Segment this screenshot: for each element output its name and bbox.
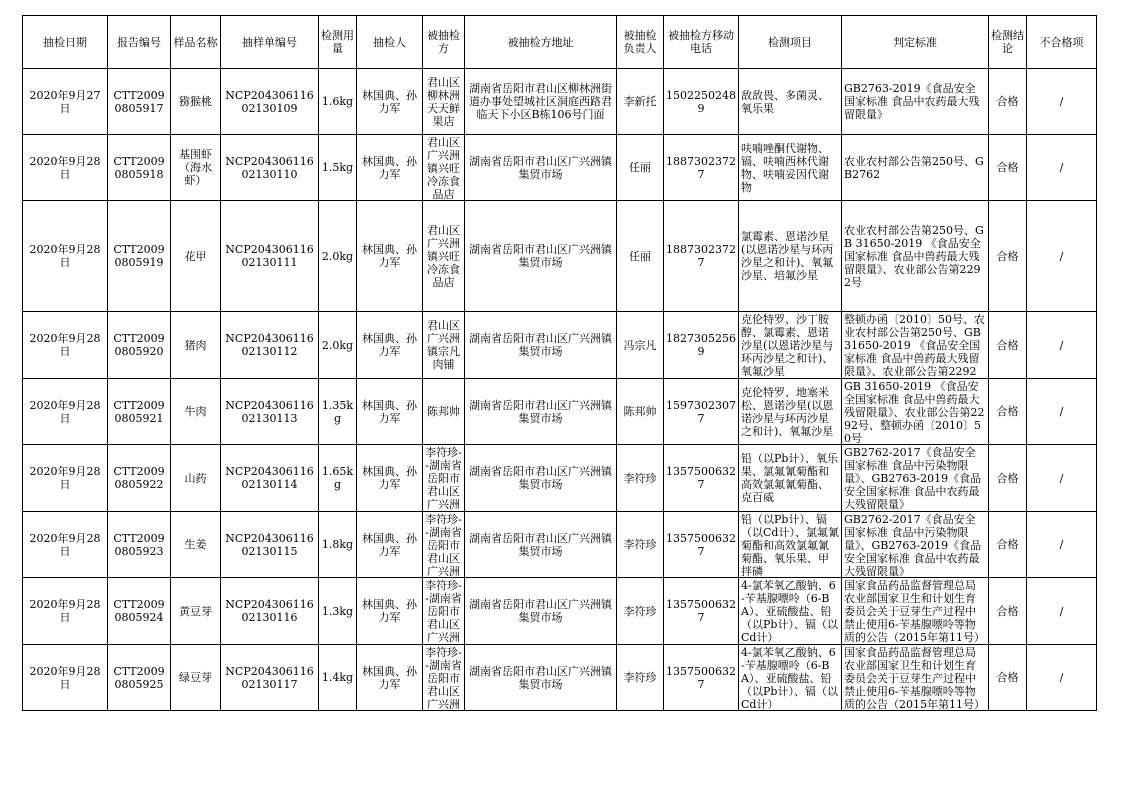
inspectors-cell: [357, 312, 423, 379]
inspectors-cell: [357, 645, 423, 711]
party-cell: [423, 69, 465, 135]
person-cell: [617, 445, 664, 512]
party-cell-text: 李符珍--湖南省岳阳市君山区广兴洲: [425, 513, 462, 576]
date-cell-text: 2020年9月28日: [29, 332, 101, 358]
phone-cell-text: 15022502489: [666, 88, 736, 115]
result-cell: [989, 578, 1027, 645]
inspectors-cell-text: 林国典、孙力军: [362, 664, 417, 691]
address-cell: [465, 312, 617, 379]
items-cell: [739, 135, 842, 201]
items-cell: [739, 201, 842, 312]
items-cell-text: 氯霉素、恩诺沙星(以恩诺沙星与环丙沙星之和计)、氧氟沙星、培氟沙星: [741, 230, 834, 282]
report-no-cell: [108, 135, 171, 201]
standard-cell-text: GB 31650-2019 《食品安全国家标准 食品中兽药最大残留限量》、农业部公告第2292号、整顿办函〔2010〕50号: [844, 380, 985, 443]
address-cell-text: 湖南省岳阳市君山区广兴洲镇集贸市场: [469, 398, 612, 425]
items-cell-text: 铅（以Pb计）、氧乐果、氯氟氰菊酯和高效氯氟氰菊酯、克百威: [741, 452, 838, 504]
result-cell-text: 合格: [996, 538, 1019, 551]
address-cell-text: 湖南省岳阳市君山区广兴洲镇集贸市场: [469, 664, 612, 691]
sheet-no-cell-text: NCP20430611602130117: [225, 664, 314, 691]
phone-cell-text: 13575006327: [666, 531, 736, 558]
party-cell-text: 陈邦帅: [427, 405, 460, 418]
header-date: 抽检日期: [23, 16, 108, 69]
phone-cell-text: 18273052569: [666, 332, 736, 358]
fail-cell-text: /: [1059, 338, 1064, 352]
standard-cell-text: GB2762-2017《食品安全国家标准 食品中污染物限量》、GB2763-2019《食品安全国家标准 食品中农药最大残留限量》: [844, 513, 982, 576]
phone-cell-text: 13575006327: [666, 465, 736, 491]
items-cell-text: 克伦特罗、沙丁胺醇、氯霉素、恩诺沙星(以恩诺沙星与环丙沙星之和计)、氧氟沙星: [741, 313, 834, 377]
result-cell-text: 合格: [996, 604, 1019, 618]
table-row: [23, 645, 1097, 711]
header-standard: 判定标准: [842, 16, 989, 69]
inspectors-cell: [357, 578, 423, 645]
party-cell: [423, 445, 465, 512]
table-row: [23, 445, 1097, 512]
result-cell: [989, 135, 1027, 201]
address-cell: [465, 201, 617, 312]
standard-cell-text: 国家食品药品监督管理总局农业部国家卫生和计划生育委员会关于豆芽生产过程中禁止使用6-苄基腺嘌呤等物质的公告（2015年第11号）: [844, 579, 985, 643]
party-cell-text: 李符珍--湖南省岳阳市君山区广兴洲: [425, 446, 462, 510]
person-cell: [617, 645, 664, 711]
address-cell: [465, 512, 617, 578]
items-cell: [739, 512, 842, 578]
report-no-cell: [108, 201, 171, 312]
person-cell-text: 李符珍: [623, 538, 657, 551]
sheet-no-cell: [221, 512, 319, 578]
inspectors-cell-text: 林国典、孙力军: [362, 154, 417, 181]
table-row: [23, 578, 1097, 645]
sample-name-cell: [171, 445, 221, 512]
party-cell: [423, 312, 465, 379]
table-row: [23, 201, 1097, 312]
sheet-no-cell: [221, 135, 319, 201]
items-cell: [739, 445, 842, 512]
items-cell: [739, 69, 842, 135]
sheet-no-cell-text: NCP20430611602130111: [225, 243, 314, 269]
sample-name-cell: [171, 645, 221, 711]
fail-cell-text: /: [1059, 538, 1064, 551]
sheet-no-cell-text: NCP20430611602130114: [225, 465, 314, 491]
date-cell: [23, 445, 108, 512]
date-cell-text: 2020年9月28日: [29, 243, 101, 269]
party-cell-text: 君山区柳林洲天天鲜果店: [427, 75, 460, 128]
report-no-cell-text: CTT20090805922: [113, 465, 165, 491]
fail-cell-text: /: [1059, 249, 1064, 263]
report-no-cell: [108, 645, 171, 711]
header-address: 被抽检方地址: [465, 16, 617, 69]
header-row: [23, 16, 1097, 69]
amount-cell: [319, 312, 357, 379]
sample-name-cell-text: 牛肉: [184, 405, 207, 418]
result-cell-text: 合格: [996, 338, 1019, 352]
party-cell: [423, 201, 465, 312]
address-cell-text: 湖南省岳阳市君山区广兴洲镇集贸市场: [469, 154, 612, 181]
party-cell-text: 李符珍--湖南省岳阳市君山区广兴洲: [425, 579, 462, 643]
items-cell-text: 敌敌畏、多菌灵、氧乐果: [741, 88, 829, 115]
phone-cell: [664, 379, 739, 445]
person-cell: [617, 312, 664, 379]
phone-cell: [664, 312, 739, 379]
header-amount: 检测用量: [319, 16, 357, 69]
report-no-cell: [108, 379, 171, 445]
amount-cell-text: 2.0kg: [321, 338, 354, 352]
inspectors-cell-text: 林国典、孙力军: [362, 332, 417, 358]
standard-cell: [842, 379, 989, 445]
sheet-no-cell-text: NCP20430611602130113: [225, 398, 314, 425]
date-cell-text: 2020年9月28日: [29, 465, 101, 491]
inspectors-cell-text: 林国典、孙力军: [362, 598, 417, 624]
report-no-cell: [108, 312, 171, 379]
sheet-no-cell: [221, 379, 319, 445]
amount-cell: [319, 135, 357, 201]
fail-cell-text: /: [1059, 604, 1064, 618]
header-fail: 不合格项: [1027, 16, 1097, 69]
result-cell-text: 合格: [996, 405, 1019, 418]
amount-cell: [319, 645, 357, 711]
header-person: 被抽检负责人: [617, 16, 664, 69]
amount-cell: [319, 379, 357, 445]
party-cell: [423, 645, 465, 711]
sample-name-cell-text: 猪肉: [184, 338, 207, 352]
sheet-no-cell: [221, 445, 319, 512]
fail-cell: [1027, 445, 1097, 512]
address-cell: [465, 135, 617, 201]
sample-name-cell: [171, 69, 221, 135]
party-cell: [423, 512, 465, 578]
sheet-no-cell: [221, 578, 319, 645]
standard-cell-text: 整顿办函〔2010〕50号、农业农村部公告第250号、GB 31650-2019 《食品安全国家标准 食品中兽药最大残留限量》、农业部公告第2292: [844, 313, 985, 377]
person-cell-text: 李符珍: [623, 671, 657, 684]
phone-cell: [664, 512, 739, 578]
sample-name-cell-text: 生姜: [184, 538, 207, 551]
sample-name-cell-text: 黄豆芽: [179, 604, 212, 618]
person-cell: [617, 69, 664, 135]
inspectors-cell: [357, 445, 423, 512]
person-cell-text: 李符珍: [623, 604, 657, 618]
address-cell-text: 湖南省岳阳市君山区广兴洲镇集贸市场: [469, 243, 612, 269]
inspection-table: [22, 15, 1097, 711]
header-items: 检测项目: [739, 16, 842, 69]
table-row: [23, 512, 1097, 578]
amount-cell: [319, 201, 357, 312]
sheet-no-cell: [221, 645, 319, 711]
fail-cell: [1027, 312, 1097, 379]
result-cell: [989, 201, 1027, 312]
result-cell-text: 合格: [996, 249, 1019, 263]
sample-name-cell-text: 山药: [184, 471, 207, 485]
inspectors-cell: [357, 512, 423, 578]
sample-name-cell: [171, 135, 221, 201]
amount-cell: [319, 69, 357, 135]
items-cell-text: 克伦特罗、地塞米松、恩诺沙星(以恩诺沙星与环丙沙星之和计)、氧氟沙星: [741, 385, 834, 438]
result-cell-text: 合格: [996, 471, 1019, 485]
sample-name-cell: [171, 379, 221, 445]
sample-name-cell-text: 基围虾（海水虾）: [179, 148, 212, 187]
date-cell: [23, 512, 108, 578]
address-cell-text: 湖南省岳阳市君山区广兴洲镇集贸市场: [469, 465, 612, 491]
phone-cell: [664, 69, 739, 135]
person-cell-text: 任丽: [629, 161, 651, 174]
party-cell: [423, 135, 465, 201]
standard-cell-text: GB2762-2017《食品安全国家标准 食品中污染物限量》、GB2763-2019《食品安全国家标准 食品中农药最大残留限量》: [844, 446, 982, 510]
person-cell: [617, 379, 664, 445]
sample-name-cell: [171, 312, 221, 379]
person-cell-text: 冯宗凡: [623, 338, 657, 352]
fail-cell-text: /: [1059, 471, 1064, 485]
result-cell: [989, 645, 1027, 711]
amount-cell-text: 1.3kg: [321, 604, 354, 618]
date-cell: [23, 379, 108, 445]
standard-cell-text: 国家食品药品监督管理总局农业部国家卫生和计划生育委员会关于豆芽生产过程中禁止使用6-苄基腺嘌呤等物质的公告（2015年第11号）: [844, 646, 985, 709]
items-cell: [739, 379, 842, 445]
report-no-cell-text: CTT20090805917: [113, 88, 165, 115]
result-cell: [989, 312, 1027, 379]
phone-cell-text: 18873023727: [666, 154, 736, 181]
standard-cell: [842, 445, 989, 512]
fail-cell: [1027, 578, 1097, 645]
sheet-no-cell: [221, 201, 319, 312]
sheet-no-cell-text: NCP20430611602130112: [225, 332, 314, 358]
amount-cell-text: 2.0kg: [321, 249, 354, 263]
fail-cell: [1027, 201, 1097, 312]
amount-cell-text: 1.6kg: [321, 95, 354, 108]
date-cell-text: 2020年9月28日: [29, 398, 101, 425]
sample-name-cell-text: 花甲: [184, 249, 207, 263]
inspectors-cell: [357, 69, 423, 135]
sample-name-cell: [171, 201, 221, 312]
phone-cell: [664, 645, 739, 711]
sample-name-cell-text: 绿豆芽: [179, 671, 212, 684]
person-cell: [617, 512, 664, 578]
sheet-no-cell-text: NCP20430611602130110: [225, 154, 314, 181]
date-cell: [23, 201, 108, 312]
party-cell: [423, 379, 465, 445]
report-no-cell-text: CTT20090805924: [113, 598, 165, 624]
inspectors-cell-text: 林国典、孙力军: [362, 398, 417, 425]
standard-cell: [842, 135, 989, 201]
report-no-cell: [108, 512, 171, 578]
fail-cell: [1027, 512, 1097, 578]
report-no-cell-text: CTT20090805919: [113, 243, 165, 269]
sample-name-cell: [171, 578, 221, 645]
person-cell: [617, 135, 664, 201]
header-inspectors: 抽检人: [357, 16, 423, 69]
person-cell: [617, 201, 664, 312]
fail-cell: [1027, 69, 1097, 135]
date-cell: [23, 135, 108, 201]
inspectors-cell: [357, 201, 423, 312]
result-cell: [989, 512, 1027, 578]
report-no-cell: [108, 578, 171, 645]
standard-cell: [842, 312, 989, 379]
report-no-cell-text: CTT20090805921: [113, 398, 165, 425]
table-row: [23, 379, 1097, 445]
address-cell: [465, 379, 617, 445]
phone-cell-text: 18873023727: [666, 243, 736, 269]
standard-cell-text: 农业农村部公告第250号、GB 31650-2019 《食品安全国家标准 食品中兽药最大残留限量》、农业部公告第2292号: [844, 223, 984, 289]
person-cell-text: 任丽: [629, 249, 651, 263]
fail-cell: [1027, 135, 1097, 201]
amount-cell: [319, 512, 357, 578]
phone-cell: [664, 135, 739, 201]
items-cell-text: 4-氯苯氧乙酸钠、6-苄基腺嘌呤（6-BA）、亚硫酸盐、铅（以Pb计）、镉（以Cd计）: [741, 646, 838, 709]
amount-cell: [319, 578, 357, 645]
person-cell-text: 陈邦帅: [623, 405, 657, 418]
date-cell-text: 2020年9月28日: [29, 154, 101, 181]
sheet-no-cell: [221, 69, 319, 135]
inspectors-cell-text: 林国典、孙力军: [362, 88, 417, 115]
inspectors-cell-text: 林国典、孙力军: [362, 531, 417, 558]
address-cell: [465, 645, 617, 711]
phone-cell-text: 15973023077: [666, 398, 736, 425]
fail-cell-text: /: [1059, 95, 1064, 108]
report-no-cell-text: CTT20090805918: [113, 154, 165, 181]
standard-cell: [842, 69, 989, 135]
sheet-no-cell-text: NCP20430611602130116: [225, 598, 314, 624]
sample-name-cell: [171, 512, 221, 578]
sample-name-cell-text: 猕猴桃: [179, 95, 212, 108]
party-cell: [423, 578, 465, 645]
table-row: [23, 312, 1097, 379]
result-cell-text: 合格: [996, 671, 1019, 684]
date-cell-text: 2020年9月27日: [29, 88, 101, 115]
inspectors-cell-text: 林国典、孙力军: [362, 243, 417, 269]
report-no-cell-text: CTT20090805923: [113, 531, 165, 558]
person-cell: [617, 578, 664, 645]
party-cell-text: 李符珍--湖南省岳阳市君山区广兴洲: [425, 646, 462, 709]
person-cell-text: 李新托: [623, 95, 657, 108]
report-no-cell: [108, 69, 171, 135]
address-cell-text: 湖南省岳阳市君山区柳林洲街道办事处望城社区洞庭西路君临天下小区B栋106号门面: [469, 82, 612, 121]
address-cell-text: 湖南省岳阳市君山区广兴洲镇集贸市场: [469, 332, 612, 358]
address-cell-text: 湖南省岳阳市君山区广兴洲镇集贸市场: [469, 598, 612, 624]
table-row: [23, 135, 1097, 201]
header-party: 被抽检方: [423, 16, 465, 69]
inspectors-cell: [357, 135, 423, 201]
result-cell: [989, 69, 1027, 135]
header-sample-name: 样品名称: [171, 16, 221, 69]
inspectors-cell: [357, 379, 423, 445]
report-no-cell-text: CTT20090805920: [113, 332, 165, 358]
phone-cell: [664, 445, 739, 512]
sheet-no-cell-text: NCP20430611602130109: [225, 88, 314, 115]
header-phone: 被抽检方移动电话: [664, 16, 739, 69]
date-cell-text: 2020年9月28日: [29, 664, 101, 691]
table-row: [23, 69, 1097, 135]
standard-cell-text: 农业农村部公告第250号、GB2762: [844, 154, 984, 181]
address-cell-text: 湖南省岳阳市君山区广兴洲镇集贸市场: [469, 531, 612, 558]
standard-cell: [842, 201, 989, 312]
header-report-no: 报告编号: [108, 16, 171, 69]
report-no-cell: [108, 445, 171, 512]
items-cell-text: 4-氯苯氧乙酸钠、6-苄基腺嘌呤（6-BA）、亚硫酸盐、铅（以Pb计）、镉（以Cd计）: [741, 579, 838, 643]
date-cell: [23, 312, 108, 379]
report-no-cell-text: CTT20090805925: [113, 664, 165, 691]
phone-cell-text: 13575006327: [666, 598, 736, 624]
items-cell-text: 铅（以Pb计）、镉（以Cd计）、氯氟氰菊酯和高效氯氟氰菊酯、氧乐果、甲拌磷: [741, 513, 839, 576]
amount-cell-text: 1.8kg: [321, 538, 354, 551]
standard-cell: [842, 645, 989, 711]
date-cell: [23, 645, 108, 711]
person-cell-text: 李符珍: [623, 471, 657, 485]
date-cell: [23, 69, 108, 135]
date-cell-text: 2020年9月28日: [29, 598, 101, 624]
standard-cell: [842, 512, 989, 578]
amount-cell-text: 1.5kg: [321, 161, 354, 174]
items-cell: [739, 578, 842, 645]
items-cell: [739, 645, 842, 711]
header-result: 检测结论: [989, 16, 1027, 69]
date-cell-text: 2020年9月28日: [29, 531, 101, 558]
sheet-no-cell: [221, 312, 319, 379]
phone-cell: [664, 578, 739, 645]
header-sheet-no: 抽样单编号: [221, 16, 319, 69]
sheet-no-cell-text: NCP20430611602130115: [225, 531, 314, 558]
items-cell: [739, 312, 842, 379]
items-cell-text: 呋喃唑酮代谢物、镉、呋喃西林代谢物、呋喃妥因代谢物: [741, 141, 829, 194]
address-cell: [465, 578, 617, 645]
party-cell-text: 君山区广兴洲镇宗凡肉铺: [427, 319, 460, 371]
result-cell-text: 合格: [996, 161, 1019, 174]
amount-cell: [319, 445, 357, 512]
fail-cell-text: /: [1059, 671, 1064, 684]
inspectors-cell-text: 林国典、孙力军: [362, 465, 417, 491]
address-cell: [465, 69, 617, 135]
party-cell-text: 君山区广兴洲镇兴旺冷冻食品店: [427, 223, 460, 289]
address-cell: [465, 445, 617, 512]
amount-cell-text: 1.4kg: [321, 671, 354, 684]
fail-cell: [1027, 379, 1097, 445]
amount-cell-text: 1.35kg: [321, 398, 354, 425]
standard-cell: [842, 578, 989, 645]
fail-cell: [1027, 645, 1097, 711]
result-cell-text: 合格: [996, 95, 1019, 108]
result-cell: [989, 445, 1027, 512]
result-cell: [989, 379, 1027, 445]
amount-cell-text: 1.65kg: [321, 465, 354, 491]
date-cell: [23, 578, 108, 645]
fail-cell-text: /: [1059, 161, 1064, 174]
standard-cell-text: GB2763-2019《食品安全国家标准 食品中农药最大残留限量》: [844, 82, 980, 121]
fail-cell-text: /: [1059, 405, 1064, 418]
party-cell-text: 君山区广兴洲镇兴旺冷冻食品店: [427, 136, 460, 199]
phone-cell: [664, 201, 739, 312]
phone-cell-text: 13575006327: [666, 664, 736, 691]
